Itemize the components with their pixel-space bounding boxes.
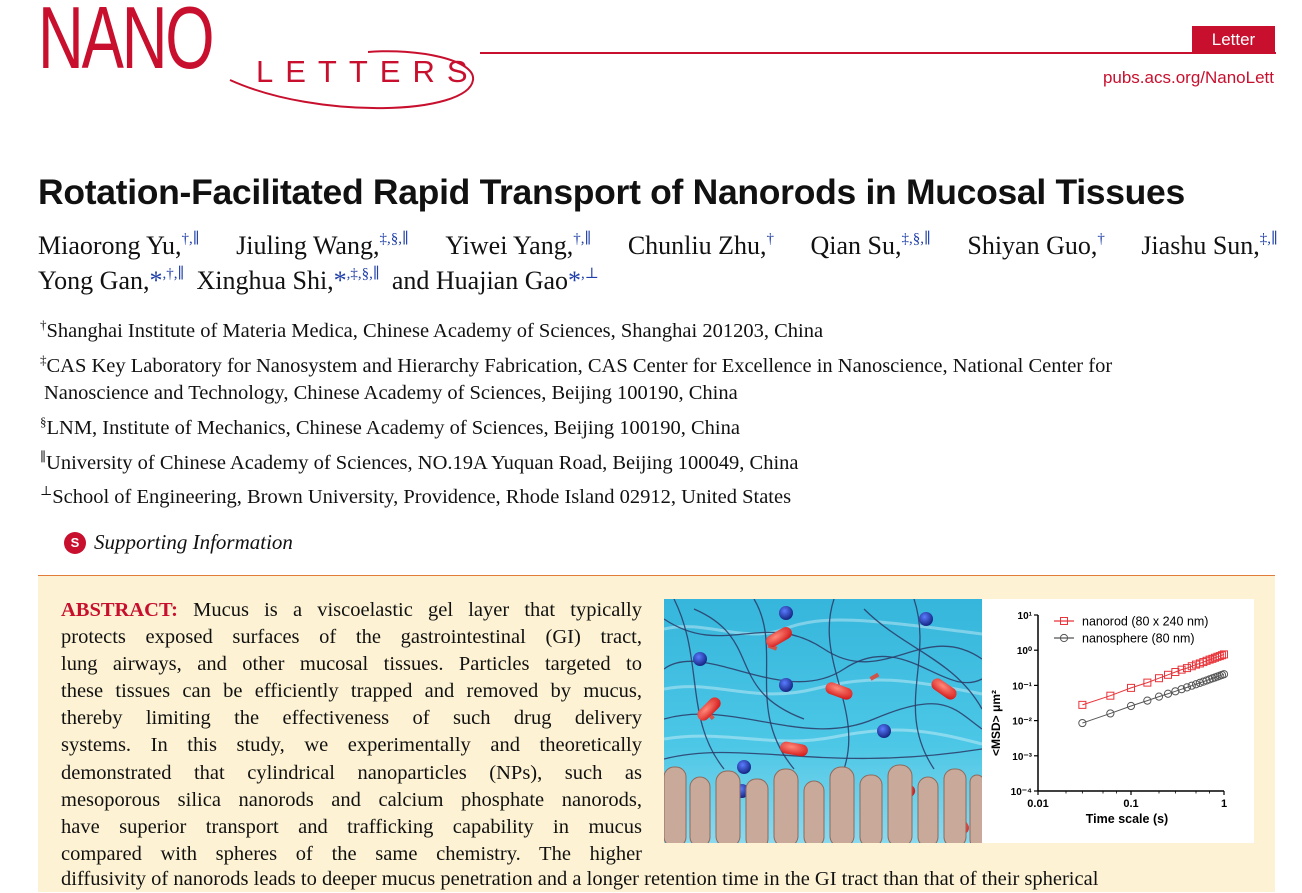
mucus-illustration [664,599,982,843]
author-affiliation-marks[interactable]: † [766,231,775,247]
y-axis-label: <MSD> μm² [989,689,1003,757]
abstract-line: ABSTRACT: Mucus is a viscoelastic gel layer that typically [61,599,642,621]
author-name: Jiashu Sun,‡,∥ [1141,231,1278,260]
header-rule [480,52,1276,54]
affiliation-text: School of Engineering, Brown University, Providence, Rhode Island 02912, United States [52,486,792,508]
author-affiliation-marks[interactable]: ‡,∥ [1259,231,1278,247]
affiliation-text: CAS Key Laboratory for Nanosystem and Hierarchy Fabrication, CAS Center for Excellence in Nanoscience, National Center for [46,355,1113,377]
author-line-2 [38,263,1278,298]
legend-label: nanorod (80 x 240 nm) [1082,614,1209,629]
msd-chart [982,599,1254,843]
affiliation-text: LNM, Institute of Mechanics, Chinese Academy of Sciences, Beijing 100190, China [46,417,740,439]
x-tick-label: 0.01 [1027,798,1049,810]
author-name: Jiuling Wang,‡,§,∥ [236,231,409,260]
x-axis-label: Time scale (s) [1085,812,1169,826]
y-tick-label: 10⁻³ [1012,751,1032,763]
author-name: Shiyan Guo,† [967,231,1105,260]
affiliation [40,318,823,345]
affiliation-text: Shanghai Institute of Materia Medica, Chinese Academy of Sciences, Shanghai 201203, China [46,320,824,342]
journal-logo-letters: LETTERS [256,54,480,89]
article-title: Rotation-Facilitated Rapid Transport of Nanorods in Mucosal Tissues [38,172,1185,212]
corresponding-author-mark[interactable]: * [149,266,163,295]
toc-graphic [664,599,1254,843]
affiliation [40,450,799,477]
corresponding-author-mark[interactable]: * [568,266,582,295]
y-tick-label: 10⁻² [1012,716,1032,728]
affiliation-mark: † [40,317,47,332]
affiliation-text: University of Chinese Academy of Sciences, NO.19A Yuquan Road, Beijing 100049, China [46,452,799,474]
legend-label: nanosphere (80 nm) [1082,631,1195,646]
x-tick-label: 0.1 [1123,798,1139,810]
abstract-tail-line: diffusivity of nanorods leads to deeper mucus penetration and a longer retention time in the GI tract than that of their spherical [61,868,1099,890]
abstract-line: protects exposed surfaces of the gastrointestinal (GI) tract, [61,626,642,649]
abstract-label: ABSTRACT: [61,599,194,621]
abstract-line: compared with spheres of the same chemistry. The higher [61,842,642,865]
abstract-line: thereby limiting the effectiveness of such drug delivery [61,707,642,730]
author-affiliation-marks[interactable]: ‡,§,∥ [901,231,931,247]
y-tick-label: 10⁻⁴ [1010,787,1032,798]
author-list [38,228,1278,298]
affiliation [40,484,791,511]
affiliation-mark: ⊥ [40,483,53,498]
abstract-line: mesoporous silica nanorods and calcium phosphate nanorods, [61,788,642,811]
supporting-information-link[interactable] [64,530,293,555]
author-affiliation-marks[interactable]: ,⊥ [581,266,599,282]
author-affiliation-marks[interactable]: † [1097,231,1105,247]
author-name: and Huajian Gao*,⊥ [391,266,599,295]
nanosphere-particle [779,606,793,620]
affiliation-continued [44,380,738,407]
nanosphere-particle [877,724,891,738]
affiliation-mark: ∥ [40,449,47,464]
journal-logo-nano: NANO [38,0,213,87]
abstract-line: these tissues can be efficiently trapped and removed by mucus, [61,680,642,703]
author-affiliation-marks[interactable]: ,†,∥ [162,266,185,282]
nanosphere-particle [737,760,751,774]
nanosphere-particle [779,678,793,692]
author-affiliation-marks[interactable]: †,∥ [573,231,592,247]
article-type-badge: Letter [1192,26,1275,53]
affiliation [40,415,740,442]
nanosphere-particle [919,612,933,626]
author-line-1 [38,228,1278,263]
y-tick-label: 10⁰ [1016,646,1032,658]
supporting-info-label: Supporting Information [94,530,293,554]
supporting-info-icon: S [64,532,86,554]
affiliation-mark: § [40,414,47,429]
author-name: Yiwei Yang,†,∥ [445,231,592,260]
author-affiliation-marks[interactable]: †,∥ [181,231,200,247]
abstract-line: have superior transport and trafficking capability in mucus [61,815,642,838]
y-tick-label: 10¹ [1017,611,1032,622]
corresponding-author-mark[interactable]: * [333,266,347,295]
abstract-line: demonstrated that cylindrical nanoparticles (NPs), such as [61,761,642,784]
nanosphere-particle [693,652,707,666]
author-affiliation-marks[interactable]: ‡,§,∥ [379,231,409,247]
journal-url-link[interactable]: pubs.acs.org/NanoLett [1102,68,1274,87]
abstract-line: lung airways, and other mucosal tissues. Particles targeted to [61,653,642,676]
author-name: Miaorong Yu,†,∥ [38,231,200,260]
author-name: Yong Gan,*,†,∥ [38,266,185,295]
affiliation-mark: ‡ [40,352,47,367]
x-tick-label: 1 [1220,798,1228,810]
author-name: Qian Su,‡,§,∥ [810,231,931,260]
abstract-line: systems. In this study, we experimentally and theoretically [61,734,642,757]
abstract-text [61,597,642,868]
y-tick-label: 10⁻¹ [1012,681,1032,693]
author-affiliation-marks[interactable]: ,‡,§,∥ [346,266,380,282]
affiliation [40,353,1112,380]
affiliation-text: Nanoscience and Technology, Chinese Academy of Sciences, Beijing 100190, China [44,382,738,404]
author-name: Xinghua Shi,*,‡,§,∥ [196,266,380,295]
author-name: Chunliu Zhu,† [627,231,775,260]
